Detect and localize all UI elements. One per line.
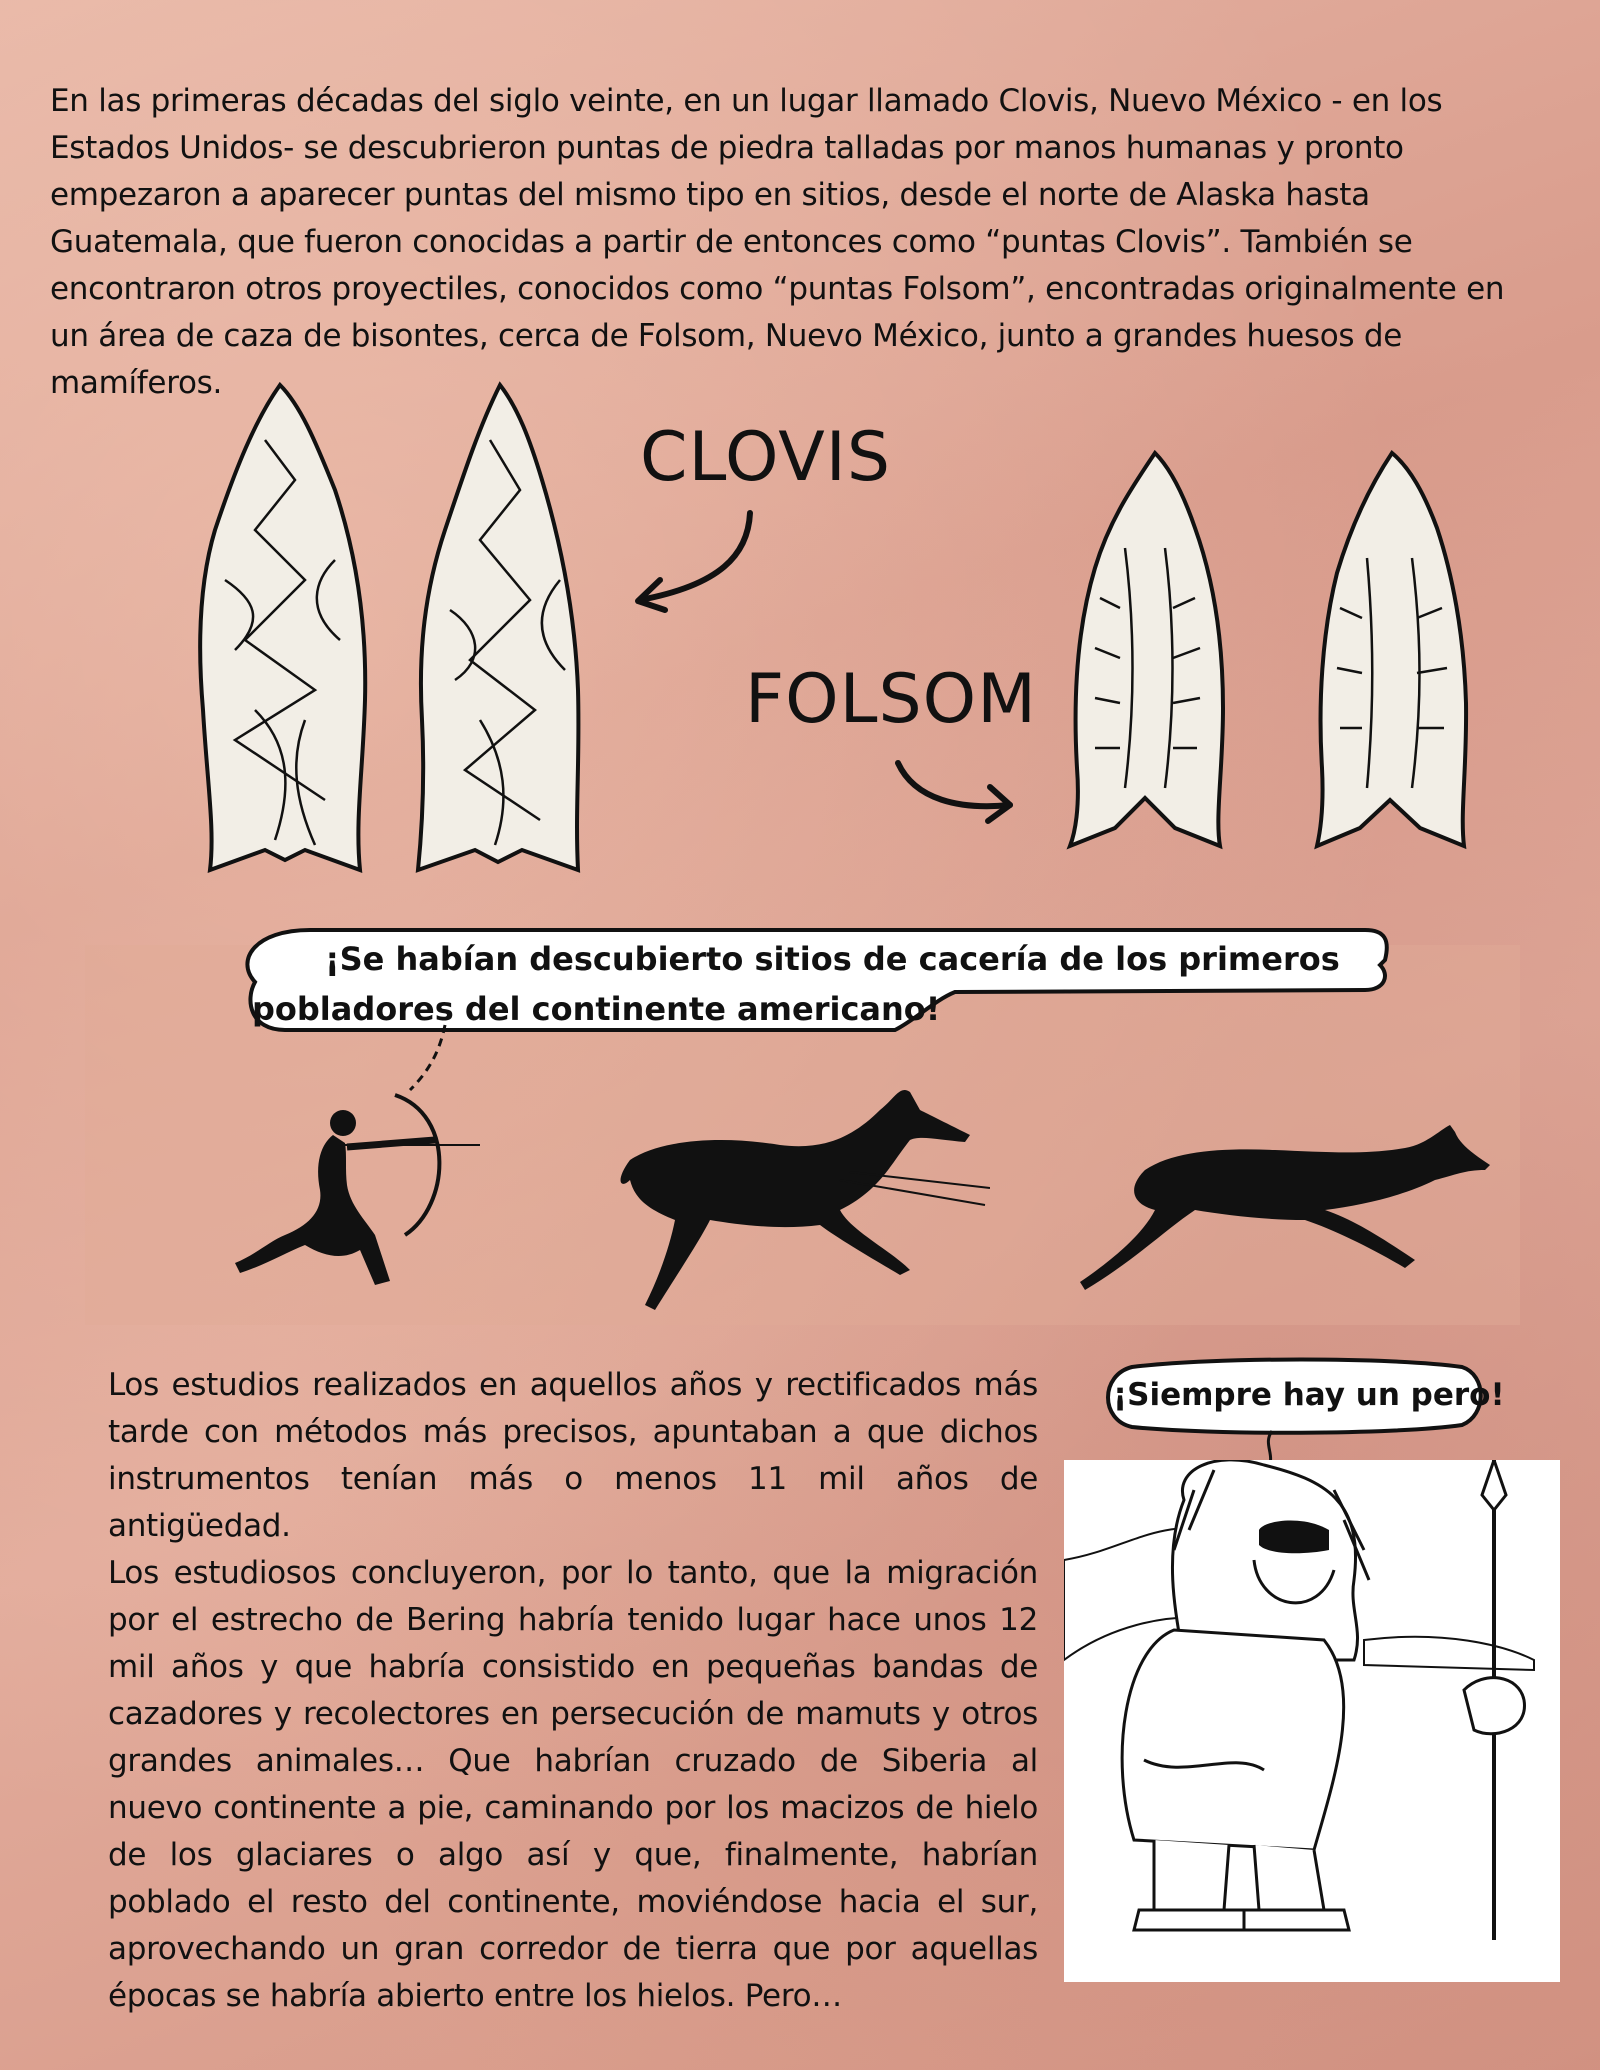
arrow-to-folsom-icon [890, 755, 1020, 830]
caveman-panel [1064, 1460, 1560, 1982]
archer-figure-illustration [225, 1085, 485, 1295]
intro-paragraph: En las primeras décadas del siglo veinte, en un lugar llamado Clovis, Nuevo México - en los Estados Unidos- se descubrieron puntas de piedra talladas por manos humanas y pronto empezaron a aparecer puntas del mismo tipo en sitios, desde el norte de Alaska hasta Guatemala, que fueron conocidas a partir de entonces como “puntas Clovis”. También se encontraron otros proyectiles, conocidos como “puntas Folsom”, encontradas originalmente en un área de caza de bisontes, cerca de Folsom, Nuevo México, junto a grandes huesos de mamíferos. [50, 83, 1505, 401]
clovis-label: CLOVIS [640, 418, 892, 497]
running-deer-illustration [610, 1080, 990, 1340]
leaping-deer-illustration [1065, 1110, 1505, 1310]
study-paragraph-1: Los estudios realizados en aquellos años y rectificados más tarde con métodos más precisos, apuntaban a que dichos instrumentos tenían más o menos 11 mil años de antigüedad. [108, 1367, 1038, 1544]
folsom-point-right-illustration [1312, 448, 1472, 850]
clovis-point-left-illustration [195, 380, 370, 875]
hunt-speech-line-2: pobladores del continente americano! [252, 990, 941, 1028]
folsom-point-left-illustration [1065, 448, 1230, 850]
arrow-to-clovis-icon [630, 505, 770, 615]
caveman-with-spear-illustration [1064, 1460, 1560, 1982]
clovis-point-right-illustration [410, 380, 585, 875]
folsom-label: FOLSOM [745, 660, 1037, 739]
caveman-speech-text: ¡Siempre hay un pero! [1113, 1377, 1505, 1413]
hunt-speech-line-1: ¡Se habían descubierto sitios de cacería de los primeros [325, 940, 1340, 978]
study-paragraph-2: Los estudiosos concluyeron, por lo tanto, que la migración por el estrecho de Bering habría tenido lugar hace unos 12 mil años y que habría consistido en pequeñas bandas de cazadores y recolectores en persecución de mamuts y otros grandes animales… Que habrían cruzado de Siberia al nuevo continente a pie, caminando por los macizos de hielo de los glaciares o algo así y que, finalmente, habrían poblado el resto del continente, moviéndose hacia el sur, aprovechando un gran corredor de tierra que por aquellas épocas se habría abierto entre los hielos. Pero… [108, 1555, 1038, 2014]
